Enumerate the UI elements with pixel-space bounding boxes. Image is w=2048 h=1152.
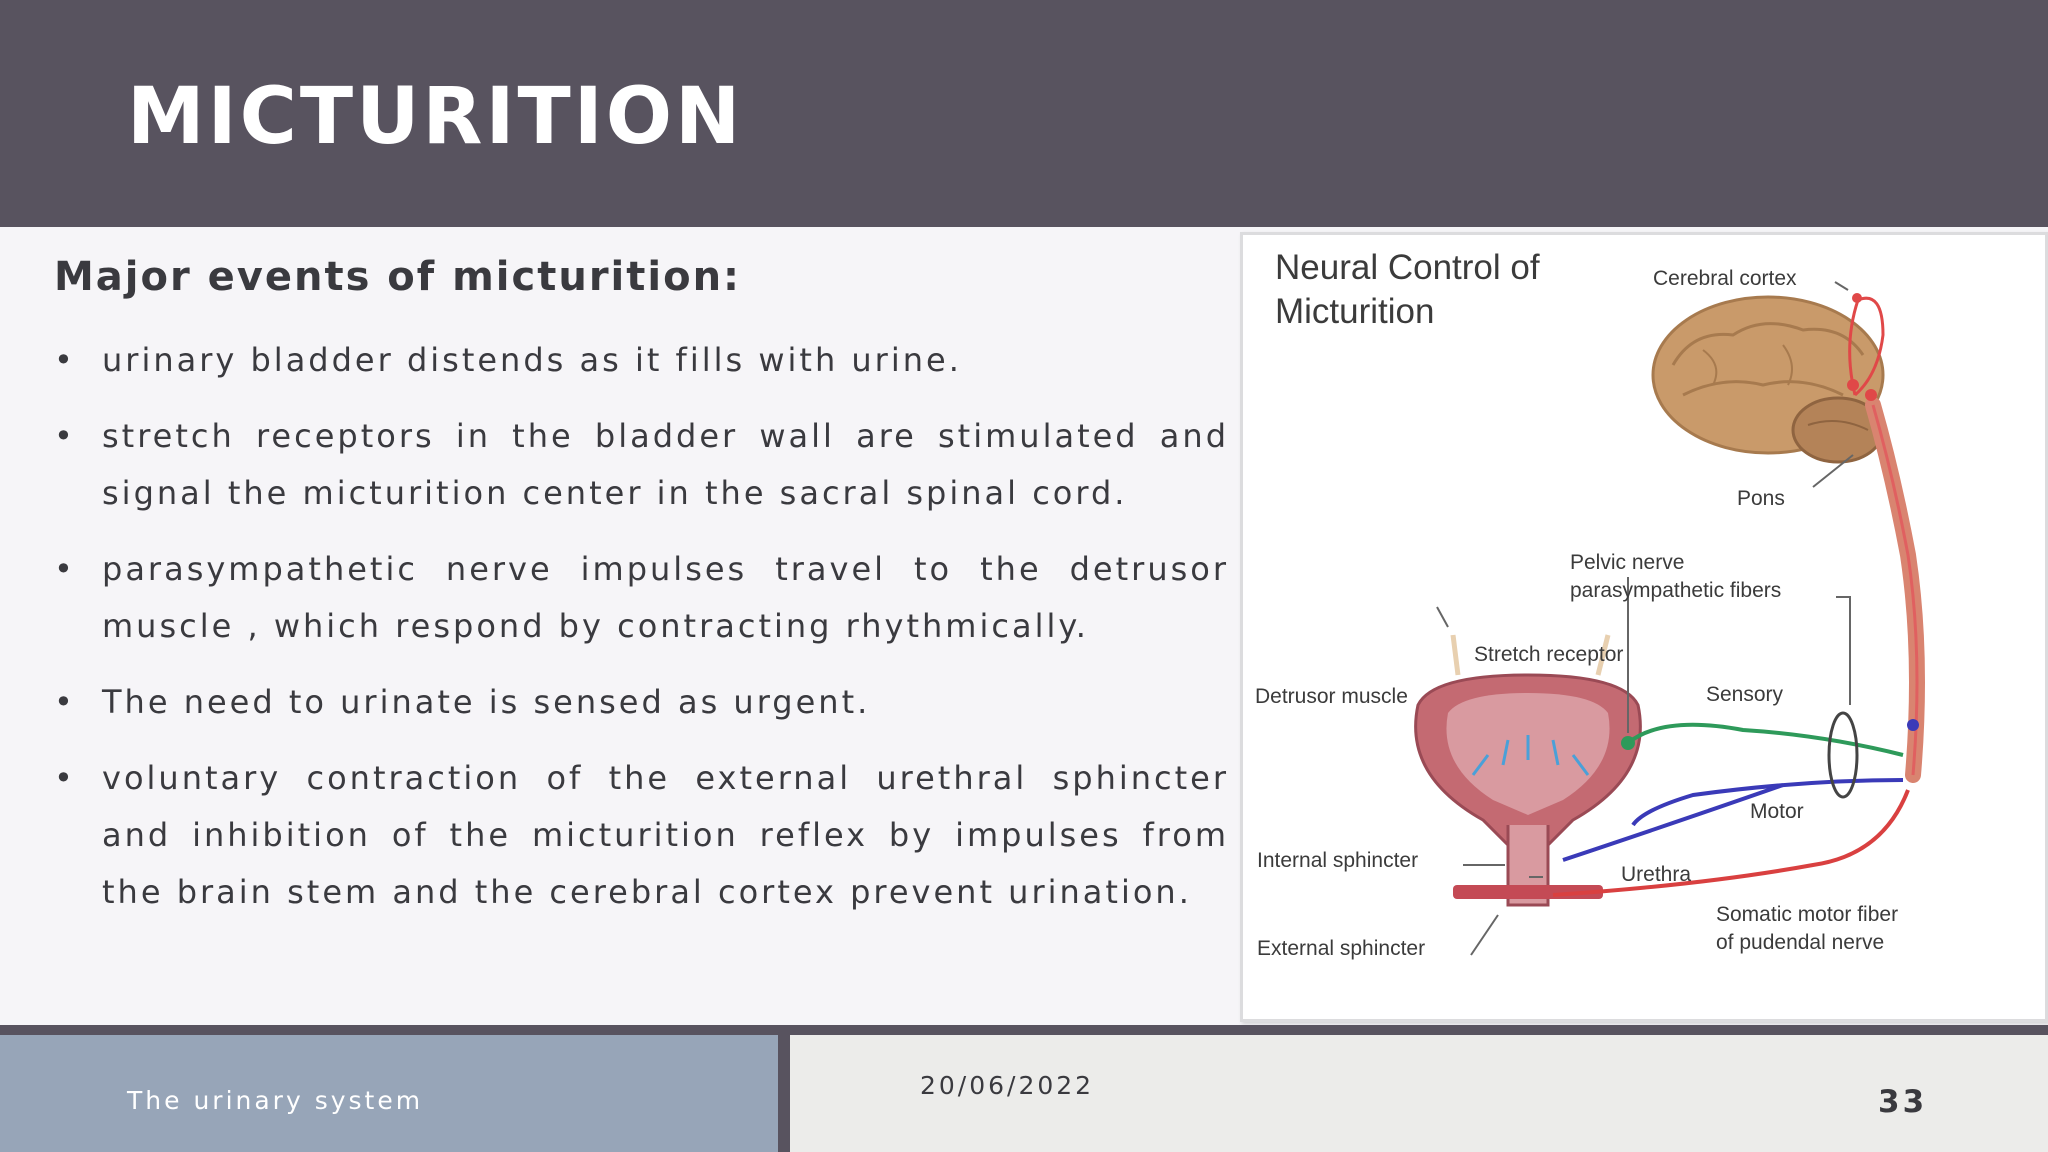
label-stretch-receptor: Stretch receptor (1474, 643, 1624, 666)
page-number: 33 (1878, 1084, 1928, 1120)
label-pons: Pons (1737, 487, 1785, 510)
label-somatic-2: of pudendal nerve (1716, 931, 1885, 954)
header-bar (0, 0, 2048, 227)
micturition-diagram (1243, 235, 2045, 1019)
bullet-text: The need to urinate is sensed as urgent. (102, 683, 871, 721)
subheading: Major events of micturition: (54, 254, 742, 300)
label-detrusor-muscle: Detrusor muscle (1255, 685, 1408, 708)
bullet-list (54, 332, 1229, 940)
list-item (54, 750, 1229, 921)
label-cerebral-cortex: Cerebral cortex (1653, 267, 1797, 290)
neuron-node (1852, 293, 1862, 303)
footer-divider (778, 1035, 790, 1152)
bullet-text: stretch receptors in the bladder wall are stimulated and signal the micturition center in the sacral spinal cord. (102, 417, 1229, 512)
brain-illustration (1653, 297, 1883, 462)
neuron-node (1907, 719, 1919, 731)
bullet-marker: • (54, 341, 76, 379)
sensory-pathway (1628, 725, 1903, 755)
footer-date: 20/06/2022 (920, 1071, 1095, 1100)
footer-strip (0, 1025, 2048, 1035)
neural-control-figure (1240, 232, 2048, 1022)
spinal-cord (1873, 405, 1917, 775)
pelvic-nerve-ring (1829, 713, 1857, 797)
bullet-marker: • (54, 550, 76, 588)
bullet-marker: • (54, 683, 76, 721)
bullet-marker: • (54, 417, 76, 455)
label-pelvic-nerve-1: Pelvic nerve (1570, 551, 1685, 574)
bladder-illustration (1416, 635, 1641, 905)
neuron-node (1865, 389, 1877, 401)
figure-title-line2: Micturition (1275, 292, 1435, 331)
label-urethra: Urethra (1621, 863, 1692, 886)
label-external-sphincter: External sphincter (1257, 937, 1426, 960)
list-item (54, 541, 1229, 655)
somatic-pathway (1553, 790, 1908, 895)
label-sensory: Sensory (1706, 683, 1784, 706)
bullet-text: urinary bladder distends as it fills with urine. (102, 341, 962, 379)
label-pelvic-nerve-2: parasympathetic fibers (1570, 579, 1782, 602)
figure-title-line1: Neural Control of (1275, 248, 1540, 287)
label-somatic-1: Somatic motor fiber (1716, 903, 1899, 926)
list-item (54, 408, 1229, 522)
list-item (54, 674, 1229, 731)
label-motor: Motor (1750, 800, 1804, 823)
footer-topic: The urinary system (127, 1086, 424, 1115)
bullet-text: voluntary contraction of the external urethral sphincter and inhibition of the micturition reflex by impulses from the brain stem and the cerebral cortex prevent urination. (102, 759, 1229, 911)
label-internal-sphincter: Internal sphincter (1257, 849, 1419, 872)
list-item (54, 332, 1229, 389)
bullet-marker: • (54, 759, 76, 797)
slide-title: MICTURITION (127, 72, 744, 162)
bullet-text: parasympathetic nerve impulses travel to the detrusor muscle , which respond by contracting rhythmically. (102, 550, 1229, 645)
neuron-node (1847, 379, 1859, 391)
